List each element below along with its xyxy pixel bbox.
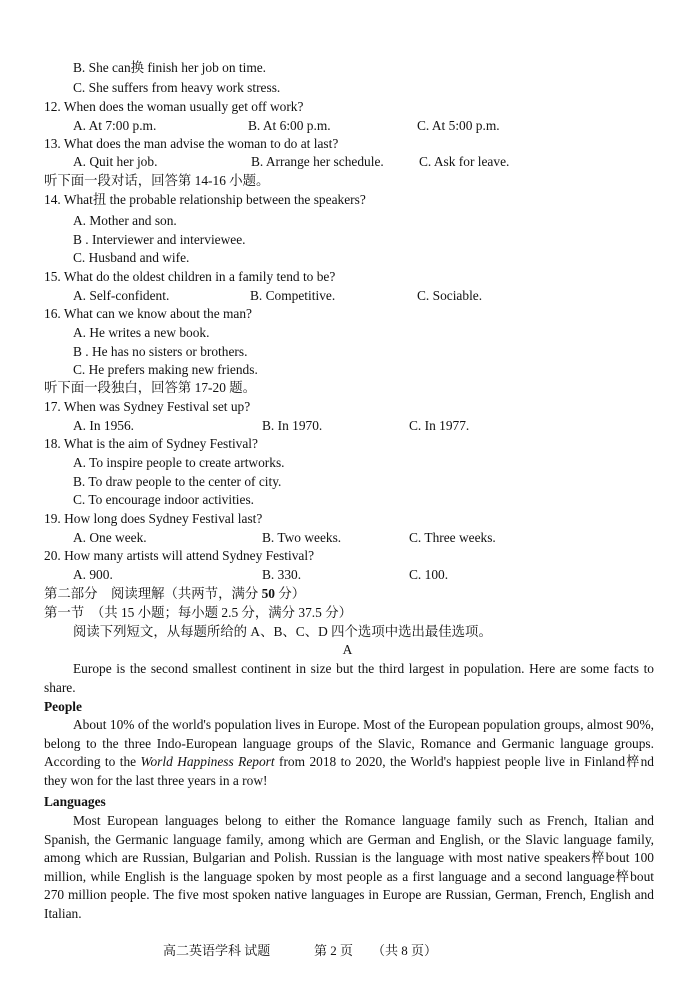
q13-question: 13. What does the man advise the woman to do at last? bbox=[44, 136, 339, 151]
part2-title-end: 分） bbox=[275, 586, 306, 601]
q19-question: 19. How long does Sydney Festival last? bbox=[44, 511, 263, 526]
q14-option-a: A. Mother and son. bbox=[73, 213, 177, 228]
q12-question: 12. When does the woman usually get off work? bbox=[44, 99, 304, 114]
section1-instruction: 阅读下列短文，从每题所给的 A、B、C、D 四个选项中选出最佳选项。 bbox=[73, 624, 492, 639]
q15-option-a: A. Self-confident. bbox=[73, 288, 170, 303]
instruction-17-20: 听下面一段独白，回答第 17-20 题。 bbox=[44, 380, 257, 395]
paragraph-people bbox=[44, 716, 654, 790]
q11-option-b: B. She can换 finish her job on time. bbox=[73, 60, 267, 75]
q12-option-b: B. At 6:00 p.m. bbox=[248, 118, 331, 133]
footer-subject: 高二英语学科 试题 bbox=[163, 943, 271, 958]
heading-people: People bbox=[44, 699, 82, 714]
q20-option-a: A. 900. bbox=[73, 567, 113, 582]
passage-label: A bbox=[342, 642, 353, 657]
q16-option-c: C. He prefers making new friends. bbox=[73, 362, 258, 377]
q17-option-a: A. In 1956. bbox=[73, 418, 134, 433]
q18-option-b: B. To draw people to the center of city. bbox=[73, 474, 282, 489]
q17-option-c: C. In 1977. bbox=[409, 418, 470, 433]
q18-question: 18. What is the aim of Sydney Festival? bbox=[44, 436, 258, 451]
q17-option-b: B. In 1970. bbox=[262, 418, 323, 433]
q16-option-a: A. He writes a new book. bbox=[73, 325, 210, 340]
q12-option-a: A. At 7:00 p.m. bbox=[73, 118, 157, 133]
part2-title bbox=[44, 585, 305, 602]
q15-option-c: C. Sociable. bbox=[417, 288, 483, 303]
report-title: World Happiness Report bbox=[140, 754, 275, 770]
people-text-b: from 2018 to 2020, the World's happiest people live in Finland椊nd they won for the last three years in a row! bbox=[44, 754, 654, 788]
paragraph-languages: Most European languages belong to either the Romance language family such as French, Italian and Spanish, the Germanic language family, among which are German and English, or the Slavic language family, among which are Russian, Bulgarian and Polish. Russian is the language with most native speakers椊bout 100 million, while English is the language spoken by most people as a first language and a second language椊bout 270 million people. The five most spoken native languages in Europe are Russian, German, French, English and Italian. bbox=[44, 813, 654, 921]
q13-option-a: A. Quit her job. bbox=[73, 154, 158, 169]
q17-question: 17. When was Sydney Festival set up? bbox=[44, 399, 251, 414]
q16-option-b: B . He has no sisters or brothers. bbox=[73, 344, 248, 359]
q15-question: 15. What do the oldest children in a family tend to be? bbox=[44, 269, 336, 284]
q19-option-b: B. Two weeks. bbox=[262, 530, 342, 545]
section1-title: 第一节 （共 15 小题；每小题 2.5 分，满分 37.5 分） bbox=[44, 605, 352, 620]
q14-question: 14. What扭 the probable relationship between the speakers? bbox=[44, 192, 366, 207]
q13-option-c: C. Ask for leave. bbox=[419, 154, 510, 169]
q20-option-b: B. 330. bbox=[262, 567, 302, 582]
q15-option-b: B. Competitive. bbox=[250, 288, 336, 303]
q14-option-c: C. Husband and wife. bbox=[73, 250, 190, 265]
q14-option-b: B . Interviewer and interviewee. bbox=[73, 232, 246, 247]
q18-option-c: C. To encourage indoor activities. bbox=[73, 492, 255, 507]
heading-languages: Languages bbox=[44, 794, 106, 809]
q16-question: 16. What can we know about the man? bbox=[44, 306, 252, 321]
instruction-14-16: 听下面一段对话，回答第 14-16 小题。 bbox=[44, 173, 270, 188]
q18-option-a: A. To inspire people to create artworks. bbox=[73, 455, 285, 470]
passage-intro: Europe is the second smallest continent in size but the third largest in population. Here are some facts to share. bbox=[44, 661, 654, 695]
q20-option-c: C. 100. bbox=[409, 567, 449, 582]
q19-option-a: A. One week. bbox=[73, 530, 147, 545]
q19-option-c: C. Three weeks. bbox=[409, 530, 496, 545]
footer-total: （共 8 页） bbox=[372, 943, 438, 958]
people-text-a: About 10% of the world's population lives in Europe. Most of the European population groups, almost 90%, belong to the three Indo-European language groups of the Slavic, Romance and Germanic language groups. According to the bbox=[44, 717, 654, 770]
q12-option-c: C. At 5:00 p.m. bbox=[417, 118, 500, 133]
q11-option-c: C. She suffers from heavy work stress. bbox=[73, 80, 281, 95]
part2-title-text: 第二部分 阅读理解（共两节，满分 bbox=[44, 586, 262, 601]
footer-page: 第 2 页 bbox=[314, 943, 354, 958]
part2-score: 50 bbox=[261, 586, 275, 601]
q13-option-b: B. Arrange her schedule. bbox=[251, 154, 384, 169]
q20-question: 20. How many artists will attend Sydney Festival? bbox=[44, 548, 315, 563]
